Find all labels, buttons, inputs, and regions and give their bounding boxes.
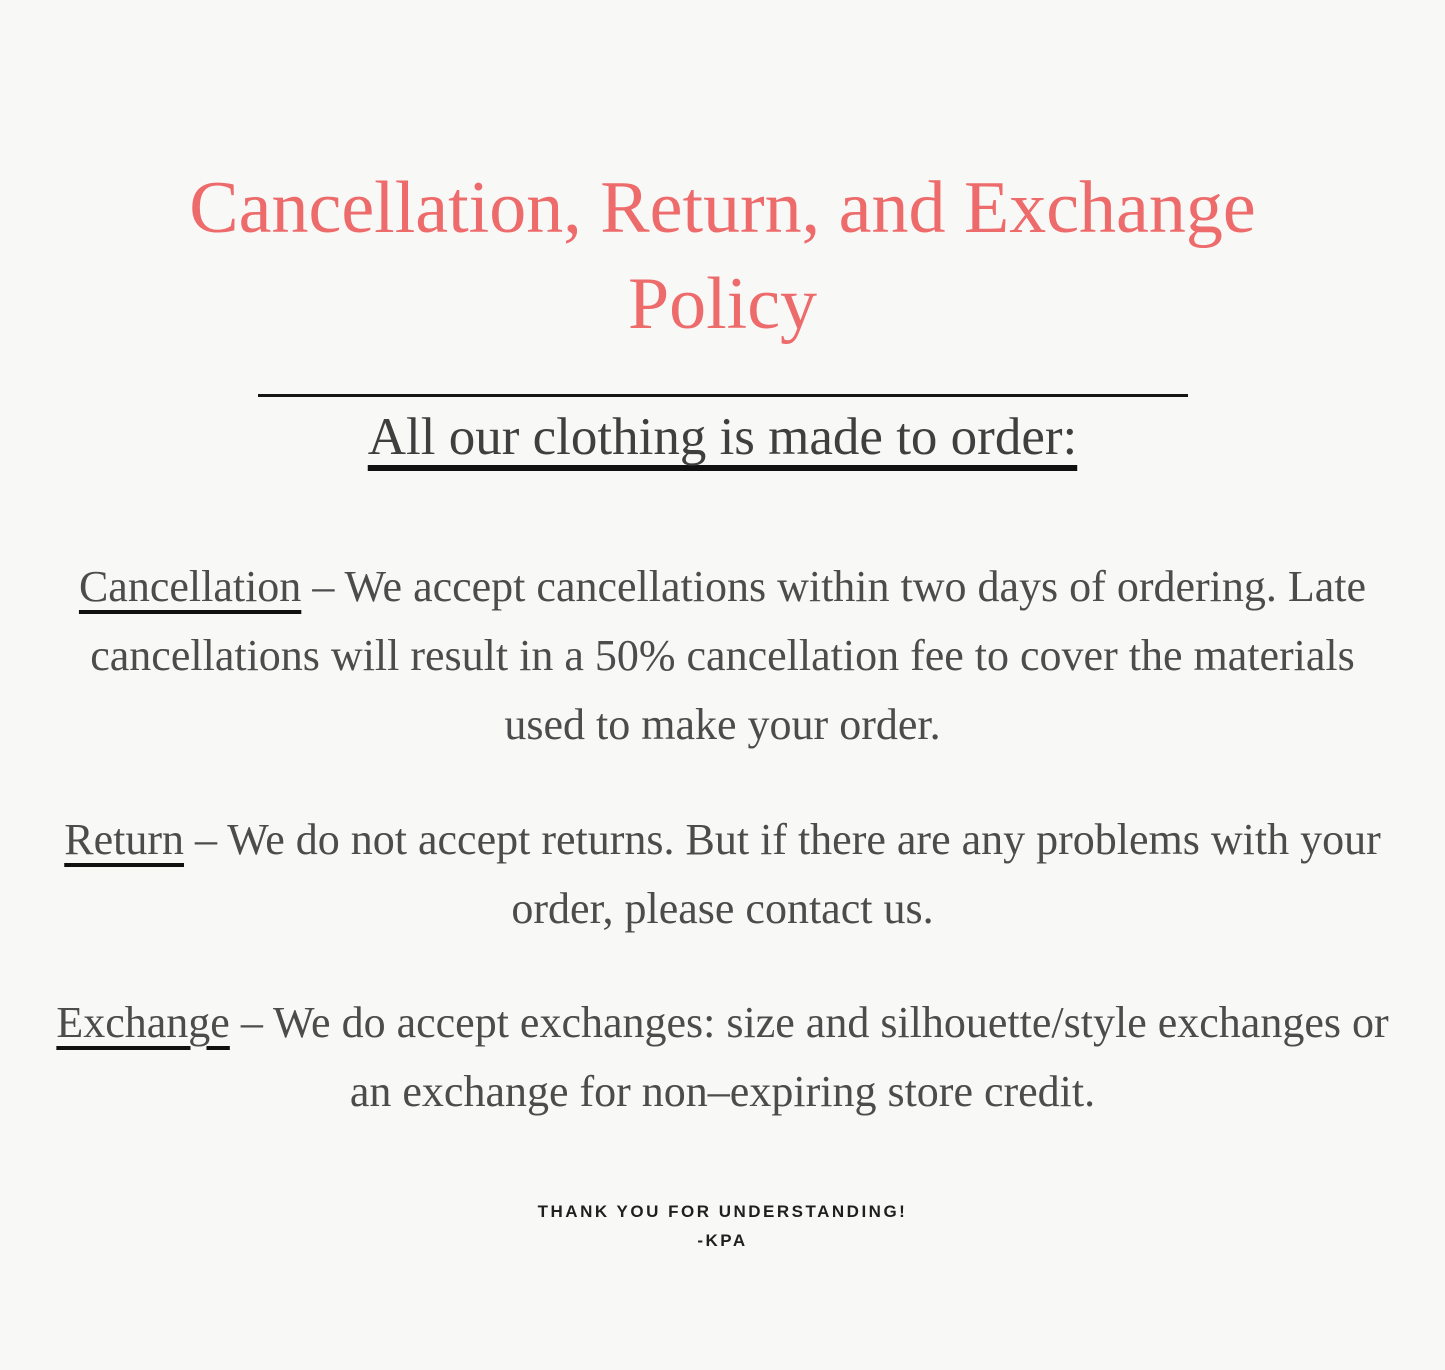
policy-exchange-label: Exchange [56,997,230,1047]
footer [0,1198,1445,1256]
policy-cancellation-label: Cancellation [78,562,302,612]
page-title-line-1: Cancellation, Return, and Exchange [189,167,1256,249]
policy-exchange-dash: – [229,997,274,1047]
policy-return-text: We do not accept returns. But if there are any problems with your order, please contact us. [227,814,1381,933]
policy-cancellation [53,552,1393,759]
subtitle: All our clothing is made to order: [367,408,1078,467]
page-title-line-2: Policy [627,263,818,346]
policy-return [53,805,1393,943]
policy-return-dash: – [184,814,228,864]
policy-exchange [53,988,1393,1126]
title-divider [258,394,1188,397]
policy-cancellation-text: We accept cancellations within two days of ordering. Late cancellations will result in a 50% cancellation fee to cover the materials used to make your order. [90,562,1367,750]
footer-thanks-line: THANK YOU FOR UNDERSTANDING! [537,1201,908,1221]
page-title [0,0,1445,352]
policy-return-label: Return [64,814,184,864]
policy-cancellation-dash: – [301,562,345,612]
policy-exchange-text: We do accept exchanges: size and silhouette/style exchanges or an exchange for non–expiring store credit. [273,997,1389,1116]
footer-signature: -KPA [697,1230,748,1250]
